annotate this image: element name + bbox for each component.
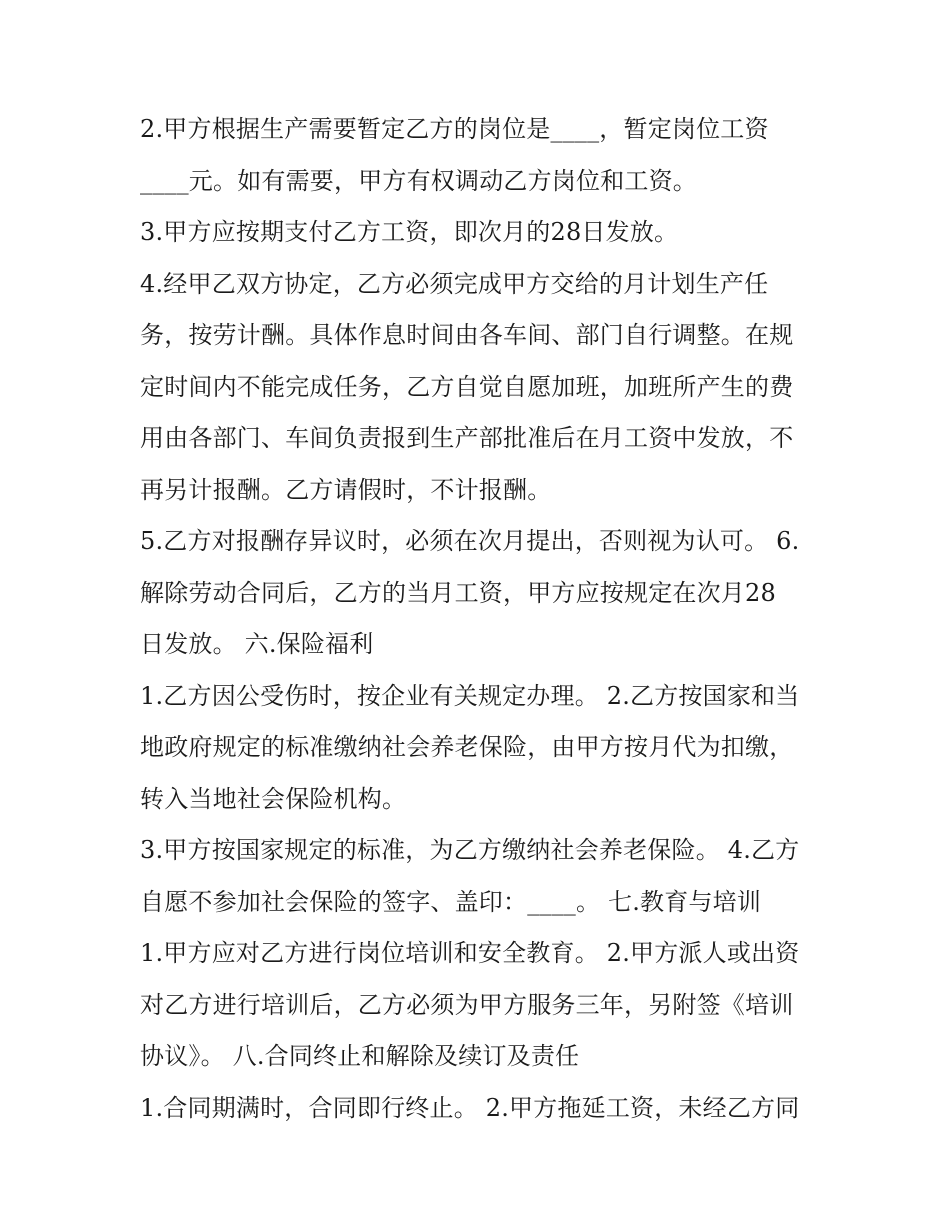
text-line: 3.甲方按国家规定的标准，为乙方缴纳社会养老保险。 4.乙方 [140,836,800,864]
text-line: 2.甲方根据生产需要暂定乙方的岗位是____，暂定岗位工资 [140,115,769,143]
text-line: 4.经甲乙双方协定，乙方必须完成甲方交给的月计划生产任 [140,269,769,298]
text-line: 5.乙方对报酬存异议时，必须在次月提出，否则视为认可。 6. [140,527,800,555]
text-line: 用由各部门、车间负责报到生产部批准后在月工资中发放，不 [140,424,794,452]
text-line: 定时间内不能完成任务，乙方自觉自愿加班，加班所产生的费 [140,372,794,401]
text-line: 对乙方进行培训后，乙方必须为甲方服务三年，另附签《培训 [140,990,794,1019]
text-line: 协议》。 八.合同终止和解除及续订及责任 [140,1042,580,1070]
text-line: 务，按劳计酬。具体作息时间由各车间、部门自行调整。在规 [140,321,794,349]
text-line: 1.乙方因公受伤时，按企业有关规定办理。 2.乙方按国家和当 [140,681,800,710]
text-line: 3.甲方应按期支付乙方工资，即次月的28日发放。 [140,218,679,246]
text-line: 地政府规定的标准缴纳社会养老保险，由甲方按月代为扣缴， [140,733,794,761]
text-line: 1.甲方应对乙方进行岗位培训和安全教育。 2.甲方派人或出资 [140,939,800,967]
text-line: ____元。如有需要，甲方有权调动乙方岗位和工资。 [140,166,697,195]
text-line: 转入当地社会保险机构。 [140,784,407,813]
document-body [140,104,820,1134]
text-line: 自愿不参加社会保险的签字、盖印：____。 七.教育与培训 [140,887,762,916]
text-line: 解除劳动合同后，乙方的当月工资，甲方应按规定在次月28 [140,578,776,607]
text-line: 日发放。 六.保险福利 [140,630,374,658]
text-line: 1.合同期满时，合同即行终止。 2.甲方拖延工资，未经乙方同 [140,1093,800,1122]
text-line: 再另计报酬。乙方请假时，不计报酬。 [140,475,552,504]
